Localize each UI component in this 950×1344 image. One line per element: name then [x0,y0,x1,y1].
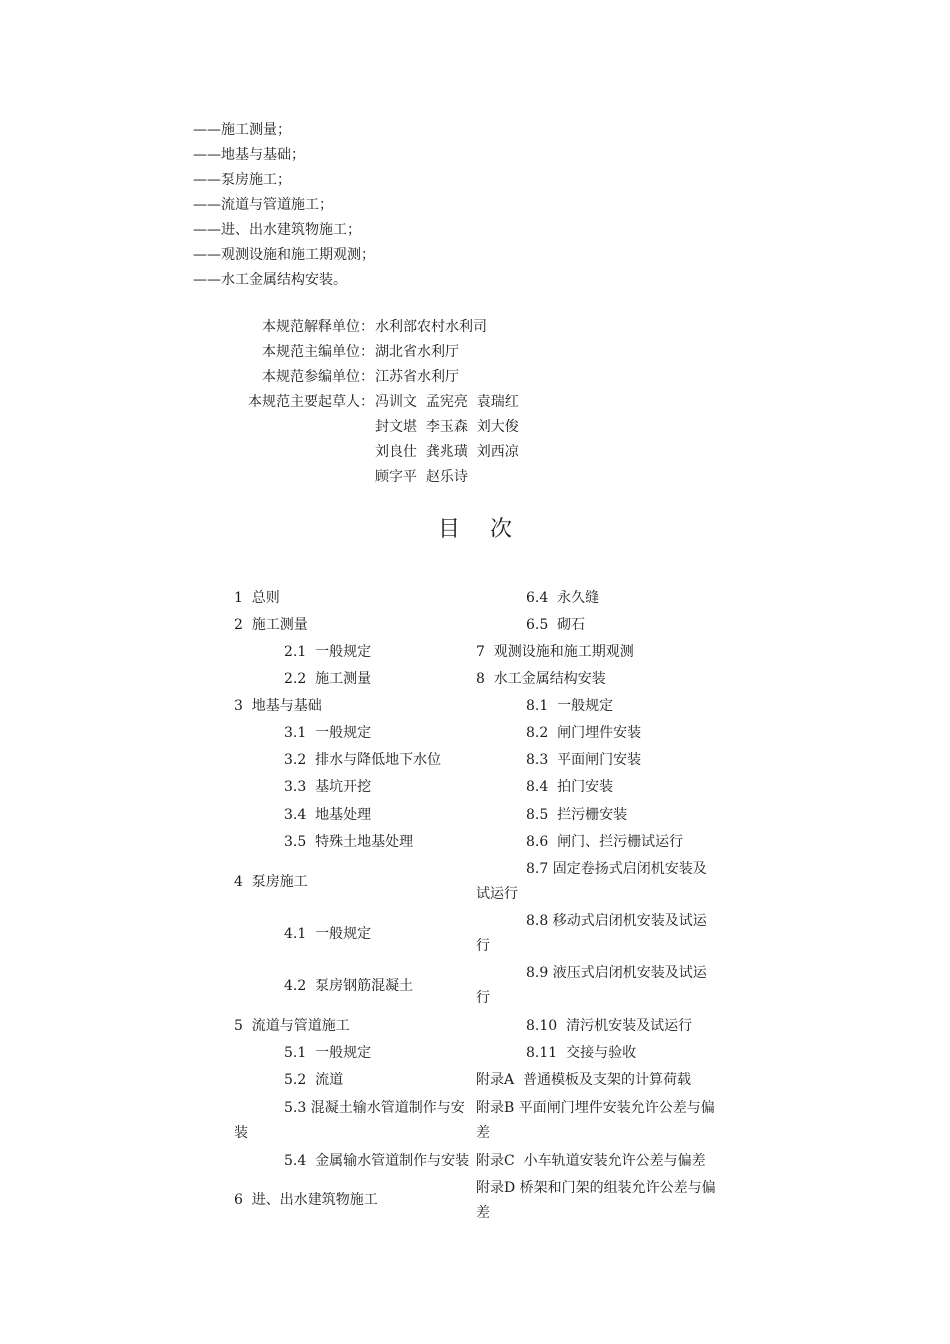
credit-value: 冯训文 孟宪亮 袁瑞红 [375,394,519,410]
toc-entry: 4.1 一般规定 [284,926,372,942]
toc-entry: 5.2 流道 [284,1072,344,1088]
credit-value: 刘良仕 龚兆璜 刘西凉 [375,444,519,460]
toc-entry: 6.5 砌石 [526,617,586,633]
toc-entry: 8.6 闸门、拦污栅试运行 [526,834,684,850]
toc-entry: 6.4 永久缝 [526,590,600,606]
toc-entry: 3.4 地基处理 [284,807,372,823]
toc-entry: 1 总则 [234,590,280,606]
credit-value: 顾字平 赵乐诗 [375,469,468,485]
credit-value: 水利部农村水利司 [375,319,487,335]
list-item: ——地基与基础； [193,147,305,163]
toc-title: 目次 [437,517,542,542]
toc-entry: 附录B 平面闸门埋件安装允许公差与偏差 [476,1100,715,1141]
toc-entry: 6 进、出水建筑物施工 [234,1192,378,1208]
credit-label: 本规范解释单位： [262,319,374,335]
toc-entry: 4.2 泵房钢筋混凝土 [284,978,414,994]
credit-value: 湖北省水利厅 [375,344,459,360]
toc-entry: 3.5 特殊土地基处理 [284,834,414,850]
credit-value: 封文堪 李玉森 刘大俊 [375,419,519,435]
toc-entry: 8.10 清污机安装及试运行 [526,1018,693,1034]
toc-entry: 2.2 施工测量 [284,671,372,687]
toc-entry: 8.2 闸门埋件安装 [526,725,642,741]
credit-label: 本规范主要起草人： [248,394,374,410]
credit-label: 本规范参编单位： [262,369,374,385]
list-item: ——施工测量； [193,122,291,138]
toc-entry: 8.11 交接与验收 [526,1045,637,1061]
list-item: ——观测设施和施工期观测； [193,247,375,263]
toc-entry: 8.7 固定卷扬式启闭机安装及试运行 [476,861,707,902]
toc-entry: 3.3 基坑开挖 [284,779,372,795]
toc-entry: 3 地基与基础 [234,698,322,714]
toc-entry: 5.4 金属输水管道制作与安装 [284,1153,470,1169]
toc-entry: 附录D 桥架和门架的组装允许公差与偏差 [476,1180,716,1221]
toc-entry: 5.1 一般规定 [284,1045,372,1061]
toc-entry: 5 流道与管道施工 [234,1018,350,1034]
list-item: ——泵房施工； [193,172,291,188]
credit-value: 江苏省水利厅 [375,369,459,385]
toc-entry: 5.3 混凝土输水管道制作与安装 [234,1100,465,1141]
toc-entry: 2.1 一般规定 [284,644,372,660]
toc-entry: 8.5 拦污栅安装 [526,807,628,823]
list-item: ——水工金属结构安装。 [193,272,347,288]
toc-entry: 8.9 液压式启闭机安装及试运行 [476,965,707,1006]
toc-entry: 8.4 拍门安装 [526,779,614,795]
toc-entry: 7 观测设施和施工期观测 [476,644,634,660]
toc-entry: 附录A 普通模板及支架的计算荷载 [476,1072,692,1088]
list-item: ——流道与管道施工； [193,197,333,213]
toc-entry: 附录C 小车轨道安装允许公差与偏差 [476,1153,706,1169]
toc-entry: 4 泵房施工 [234,874,308,890]
toc-entry: 3.1 一般规定 [284,725,372,741]
credit-label: 本规范主编单位： [262,344,374,360]
toc-entry: 8.8 移动式启闭机安装及试运行 [476,913,707,954]
toc-entry: 8.3 平面闸门安装 [526,752,642,768]
list-item: ——进、出水建筑物施工； [193,222,361,238]
toc-entry: 8 水工金属结构安装 [476,671,606,687]
toc-entry: 8.1 一般规定 [526,698,614,714]
toc-entry: 3.2 排水与降低地下水位 [284,752,442,768]
toc-entry: 2 施工测量 [234,617,308,633]
